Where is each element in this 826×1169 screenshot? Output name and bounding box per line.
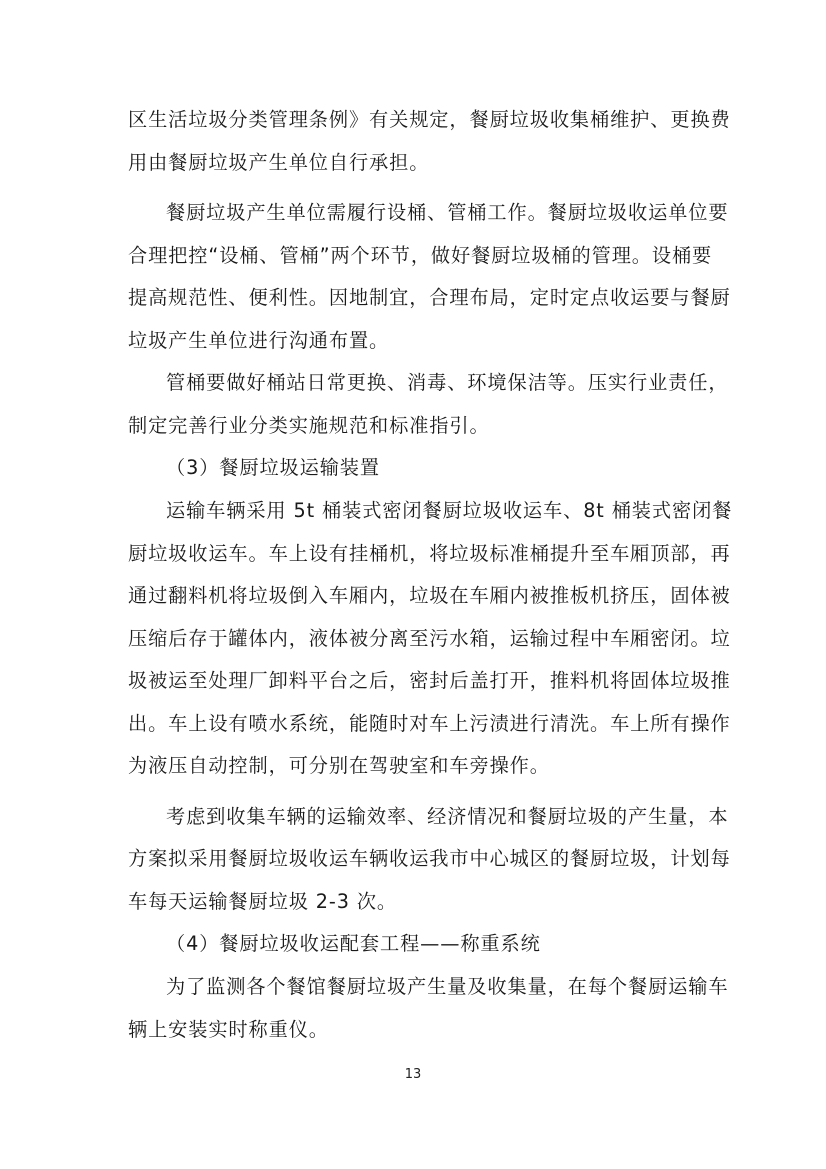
text-line: 通过翻料机将垃圾倒入车厢内，垃圾在车厢内被推板机挤压，固体被 [128,584,731,607]
text-line: 餐厨垃圾产生单位需履行设桶、管桶工作。餐厨垃圾收运单位要 [166,201,729,224]
text-line: 运输车辆采用 5t 桶装式密闭餐厨垃圾收运车、8t 桶装式密闭餐 [166,499,733,522]
text-line: 区生活垃圾分类管理条例》有关规定，餐厨垃圾收集桶维护、更换费 [128,108,731,131]
text-line: 为液压自动控制，可分别在驾驶室和车旁操作。 [128,754,550,777]
text-line: 为了监测各个餐馆餐厨垃圾产生量及收集量，在每个餐厨运输车 [166,975,729,998]
text-line: 垃圾产生单位进行沟通布置。 [128,329,390,352]
page-number: 13 [404,1067,422,1082]
text-line: 管桶要做好桶站日常更换、消毒、环境保洁等。压实行业责任， [166,371,729,394]
section-heading: （3）餐厨垃圾运输装置 [166,456,380,479]
text-line: 考虑到收集车辆的运输效率、经济情况和餐厨垃圾的产生量，本 [166,805,729,828]
text-line: 方案拟采用餐厨垃圾收运车辆收运我市中心城区的餐厨垃圾，计划每 [128,847,731,870]
text-line: 圾被运至处理厂卸料平台之后，密封后盖打开，推料机将固体垃圾推 [128,669,731,692]
text-line: 车每天运输餐厨垃圾 2-3 次。 [128,890,397,913]
text-line: 用由餐厨垃圾产生单位自行承担。 [128,151,430,174]
text-line: 出。车上设有喷水系统，能随时对车上污渍进行清洗。车上所有操作 [128,712,731,735]
text-line: 合理把控“设桶、管桶”两个环节，做好餐厨垃圾桶的管理。设桶要 [128,244,713,267]
text-line: 压缩后存于罐体内，液体被分离至污水箱，运输过程中车厢密闭。垃 [128,627,731,650]
text-line: 提高规范性、便利性。因地制宜，合理布局，定时定点收运要与餐厨 [128,286,731,309]
text-line: 制定完善行业分类实施规范和标准指引。 [128,414,490,437]
text-line: 辆上安装实时称重仪。 [128,1018,329,1041]
section-heading: （4）餐厨垃圾收运配套工程——称重系统 [166,932,541,955]
text-line: 厨垃圾收运车。车上设有挂桶机，将垃圾标准桶提升至车厢顶部，再 [128,542,731,565]
